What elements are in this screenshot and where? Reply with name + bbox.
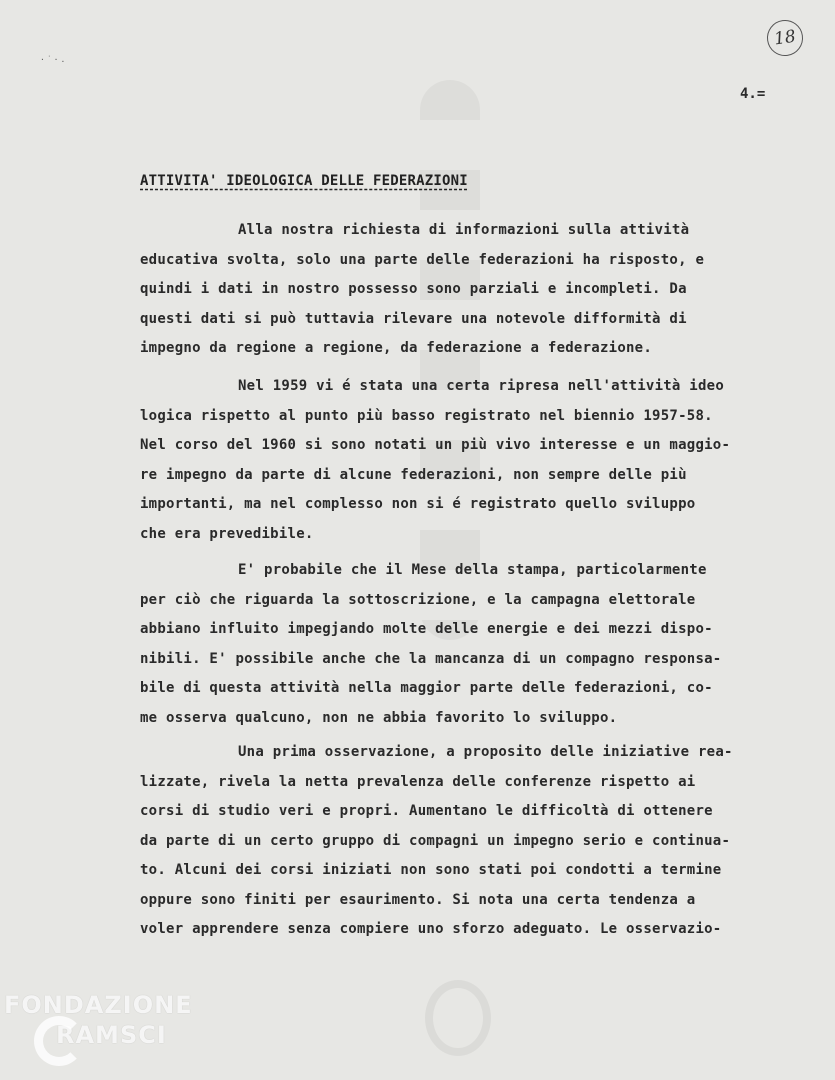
paragraph-1 (140, 216, 812, 364)
logo-text-line2: RAMSCI (56, 1021, 167, 1049)
paragraph-line: Una prima osservazione, a proposito delle iniziative rea- (238, 744, 733, 760)
paragraph-line: da parte di un certo gruppo di compagni un impegno serio e continua- (140, 832, 731, 849)
paragraph-line: nibili. E' possibile anche che la mancanza di un compagno responsa- (140, 650, 722, 667)
paragraph-line: abbiano influito impegjando molte delle energie e dei mezzi dispo- (140, 621, 713, 637)
circled-page-number (765, 18, 806, 59)
paragraph-4 (140, 738, 812, 945)
paragraph-line: Alla nostra richiesta di informazioni sulla attività (238, 222, 690, 238)
paragraph-line: impegno da regione a regione, da federazione a federazione. (140, 340, 653, 356)
paragraph-line: oppure sono finiti per esaurimento. Si nota una certa tendenza a (140, 891, 696, 908)
paragraph-line: Nel 1959 vi é stata una certa ripresa nell'attività ideo (238, 378, 725, 394)
paragraph-line: importanti, ma nel complesso non si é registrato quello sviluppo (140, 496, 696, 512)
paragraph-3 (140, 556, 812, 733)
paragraph-2 (140, 372, 812, 549)
fondazione-gramsci-logo (4, 990, 214, 1070)
paragraph-line: questi dati si può tuttavia rilevare una notevole difformità di (140, 310, 687, 327)
section-title: ATTIVITA' IDEOLOGICA DELLE FEDERAZIONI (140, 173, 468, 189)
paragraph-line: lizzate, rivela la netta prevalenza delle conferenze rispetto ai (140, 773, 696, 790)
paragraph-line: bile di questa attività nella maggior parte delle federazioni, co- (140, 680, 713, 696)
logo-g-mark (34, 1016, 84, 1066)
paragraph-line: E' probabile che il Mese della stampa, particolarmente (238, 562, 707, 578)
paragraph-line: educativa svolta, solo una parte delle federazioni ha risposto, e (140, 251, 705, 268)
paragraph-line: to. Alcuni dei corsi iniziati non sono stati poi condotti a termine (140, 862, 722, 878)
background-watermark-circle (425, 980, 491, 1056)
ink-specks: ·˙·. (40, 55, 68, 64)
paragraph-line: per ciò che riguarda la sottoscrizione, e la campagna elettorale (140, 591, 696, 608)
paragraph-line: corsi di studio veri e propri. Aumentano le difficoltà di ottenere (140, 803, 713, 819)
paragraph-line: voler apprendere senza compiere uno sforzo adeguato. Le osservazio- (140, 921, 722, 937)
paragraph-line: logica rispetto al punto più basso registrato nel biennio 1957-58. (140, 407, 713, 424)
paragraph-line: Nel corso del 1960 si sono notati un più vivo interesse e un maggio- (140, 437, 731, 453)
paragraph-line: quindi i dati in nostro possesso sono parziali e incompleti. Da (140, 281, 687, 297)
page-marker: 4.= (740, 86, 766, 102)
circled-page-number-text: 18 (772, 26, 798, 50)
paragraph-line: che era prevedibile. (140, 525, 314, 542)
logo-text-line1: FONDAZIONE (4, 991, 193, 1019)
paragraph-line: me osserva qualcuno, non ne abbia favorito lo sviluppo. (140, 709, 618, 726)
paragraph-line: re impegno da parte di alcune federazioni, non sempre delle più (140, 466, 687, 483)
